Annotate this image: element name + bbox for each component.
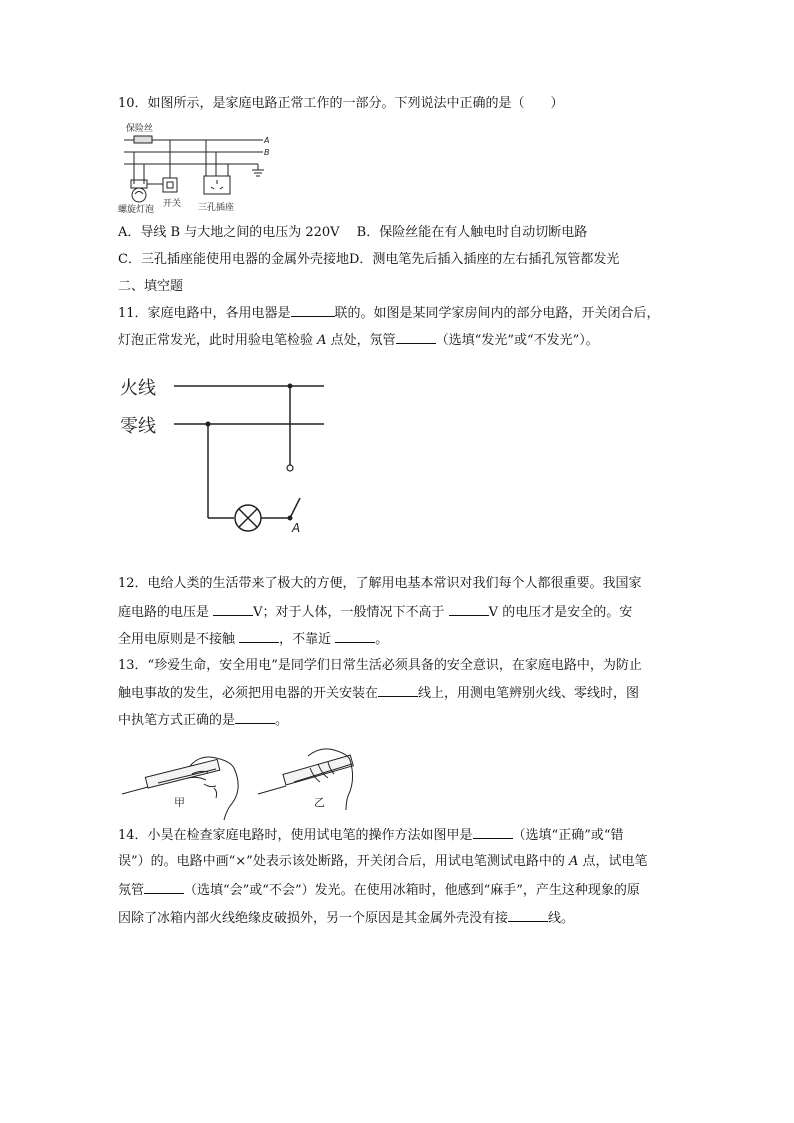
q10-stem: 10．如图所示，是家庭电路正常工作的一部分。下列说法中正确的是（ ） bbox=[118, 96, 564, 111]
bulb-icon bbox=[131, 180, 147, 202]
q12-blank-3[interactable] bbox=[239, 630, 279, 643]
q11-blank-1[interactable] bbox=[291, 304, 335, 317]
switch-icon bbox=[163, 178, 177, 192]
q14-blank-1[interactable] bbox=[473, 826, 513, 839]
figure-label-yi: 乙 bbox=[314, 796, 325, 809]
q11-line-2: 灯泡正常发光，此时用验电笔检验 A 点处，氖管 （选填“发光”或“不发光”）。 bbox=[118, 333, 599, 348]
q12-blank-4[interactable] bbox=[335, 630, 375, 643]
wire-a-label: A bbox=[264, 136, 270, 145]
q14-blank-3[interactable] bbox=[508, 909, 548, 922]
switch-contact bbox=[287, 465, 293, 471]
pen-hand-left-icon bbox=[122, 757, 238, 820]
wire-b-label: B bbox=[264, 148, 270, 157]
switch-label: 开关 bbox=[163, 199, 182, 209]
q14-line-2: 误”）的。电路中画“×”处表示该处断路，开关闭合后，用试电笔测试电路中的 A 点，试电笔 bbox=[118, 854, 648, 869]
q10-option-cd: C．三孔插座能使用电器的金属外壳接地D．测电笔先后插入插座的左右插孔氖管都发光 bbox=[118, 252, 620, 267]
ground-icon bbox=[252, 170, 264, 176]
q13-line-3: 中执笔方式正确的是 。 bbox=[118, 713, 289, 728]
q12-line-1: 12．电给人类的生活带来了极大的方便，了解用电基本常识对我们每个人都很重要。我国家 bbox=[118, 576, 642, 591]
section-title: 二、填空题 bbox=[118, 279, 184, 294]
q10-option-ab: A．导线 B 与大地之间的电压为 220V B．保险丝能在有人触电时自动切断电路 bbox=[118, 225, 588, 240]
q13-blank-2[interactable] bbox=[235, 711, 275, 724]
q14-line-3: 氖管 （选填“会”或“不会”）发光。在使用冰箱时，他感到“麻手”，产生这种现象的原 bbox=[118, 883, 640, 898]
neutral-wire-label: 零线 bbox=[120, 416, 156, 437]
fuse-label: 保险丝 bbox=[126, 124, 154, 134]
q11-blank-2[interactable] bbox=[396, 331, 436, 344]
pen-hand-right-icon bbox=[258, 749, 353, 810]
q12-blank-1[interactable] bbox=[213, 603, 253, 616]
q10-circuit-figure bbox=[118, 118, 278, 216]
q13-pen-figure bbox=[118, 744, 382, 812]
q13-line-2: 触电事故的发生，必须把用电器的开关安装在 线上，用测电笔辨别火线、零线时，图 bbox=[118, 686, 640, 701]
q14-blank-2[interactable] bbox=[144, 881, 184, 894]
socket-label: 三孔插座 bbox=[198, 203, 235, 213]
q13-line-1: 13．“珍爱生命，安全用电”是同学们日常生活必须具备的安全意识，在家庭电路中，为防止 bbox=[118, 658, 642, 673]
lamp-icon bbox=[235, 505, 261, 531]
q14-line-1: 14．小昊在检查家庭电路时，使用试电笔的操作方法如图甲是 （选填“正确”或“错 bbox=[118, 828, 624, 843]
q11-circuit-figure bbox=[118, 372, 338, 534]
point-a-label: A bbox=[292, 521, 301, 535]
fuse-icon bbox=[134, 136, 152, 143]
q11-line-1: 11．家庭电路中，各用电器是 联的。如图是某同学家房间内的部分电路，开关闭合后， bbox=[118, 306, 660, 321]
switch-blade bbox=[290, 498, 300, 518]
q12-blank-2[interactable] bbox=[449, 603, 489, 616]
q12-line-3: 全用电原则是不接触 ，不靠近 。 bbox=[118, 632, 389, 647]
q13-blank-1[interactable] bbox=[378, 684, 418, 697]
live-wire-label: 火线 bbox=[120, 378, 156, 399]
q12-line-2: 庭电路的电压是 V；对于人体，一般情况下不高于 V 的电压才是安全的。安 bbox=[118, 605, 633, 620]
q14-line-4: 因除了冰箱内部火线绝缘皮破损外，另一个原因是其金属外壳没有接 线。 bbox=[118, 911, 575, 926]
three-hole-socket-icon bbox=[204, 176, 230, 194]
bulb-label: 螺旋灯泡 bbox=[118, 205, 155, 215]
figure-label-jia: 甲 bbox=[174, 796, 185, 809]
